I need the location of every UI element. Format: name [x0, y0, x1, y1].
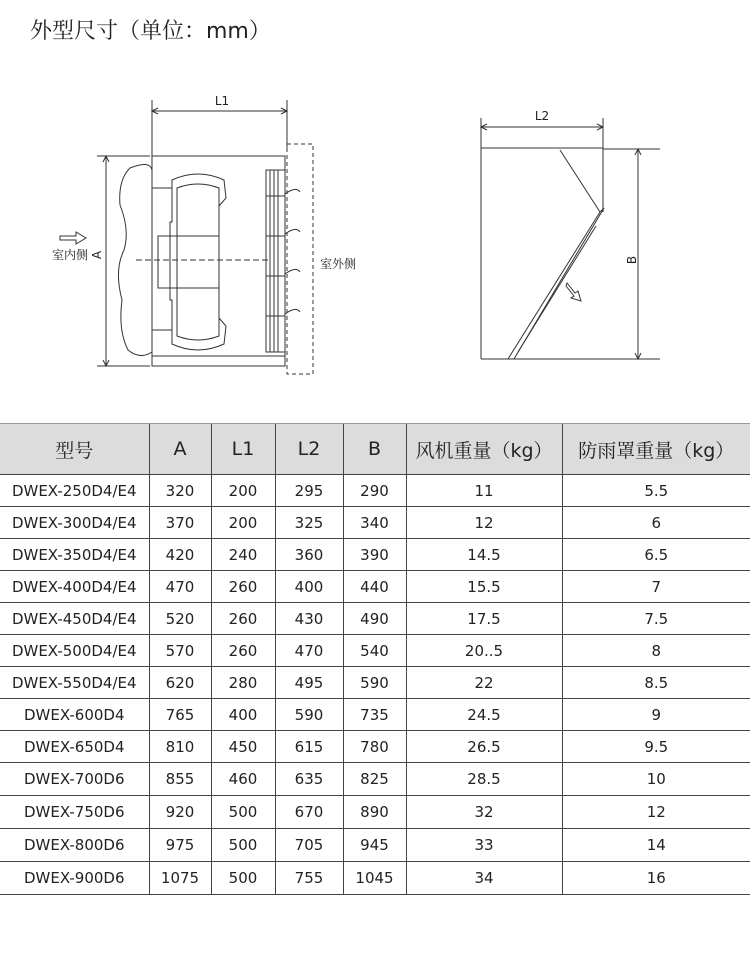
cell-fan-weight: 17.5 — [406, 603, 562, 635]
header-L2: L2 — [275, 424, 343, 475]
cell-B: 890 — [343, 796, 406, 829]
cell-model: DWEX-500D4/E4 — [0, 635, 149, 667]
cell-A: 975 — [149, 829, 211, 862]
cell-model: DWEX-350D4/E4 — [0, 539, 149, 571]
cell-L1: 460 — [211, 763, 275, 796]
cell-L1: 200 — [211, 507, 275, 539]
cell-A: 520 — [149, 603, 211, 635]
cell-fan-weight: 11 — [406, 475, 562, 507]
cell-hood-weight: 9 — [562, 699, 750, 731]
cell-B: 1045 — [343, 862, 406, 895]
cell-L2: 670 — [275, 796, 343, 829]
table-row — [0, 862, 750, 895]
header-hood-weight: 防雨罩重量（kg） — [562, 424, 750, 475]
cell-L2: 295 — [275, 475, 343, 507]
cell-L1: 260 — [211, 635, 275, 667]
cell-A: 370 — [149, 507, 211, 539]
table-row — [0, 731, 750, 763]
header-model: 型号 — [0, 424, 149, 475]
cell-L1: 500 — [211, 796, 275, 829]
cell-L1: 280 — [211, 667, 275, 699]
cell-A: 1075 — [149, 862, 211, 895]
cell-L1: 450 — [211, 731, 275, 763]
table-row — [0, 667, 750, 699]
cell-A: 765 — [149, 699, 211, 731]
table-header-row — [0, 424, 750, 475]
label-B: B — [625, 255, 639, 265]
cell-model: DWEX-800D6 — [0, 829, 149, 862]
cell-fan-weight: 14.5 — [406, 539, 562, 571]
cell-model: DWEX-300D4/E4 — [0, 507, 149, 539]
table-row — [0, 507, 750, 539]
cell-hood-weight: 8.5 — [562, 667, 750, 699]
cell-L1: 260 — [211, 603, 275, 635]
cell-B: 290 — [343, 475, 406, 507]
cell-B: 825 — [343, 763, 406, 796]
cell-L2: 400 — [275, 571, 343, 603]
cell-L2: 755 — [275, 862, 343, 895]
cell-L2: 470 — [275, 635, 343, 667]
spec-table — [0, 423, 750, 895]
cell-A: 470 — [149, 571, 211, 603]
rain-hood-side-view — [481, 118, 660, 359]
cell-model: DWEX-900D6 — [0, 862, 149, 895]
cell-L1: 200 — [211, 475, 275, 507]
cell-L1: 500 — [211, 829, 275, 862]
cell-fan-weight: 22 — [406, 667, 562, 699]
header-fan-weight: 风机重量（kg） — [406, 424, 562, 475]
cell-A: 920 — [149, 796, 211, 829]
cell-hood-weight: 6.5 — [562, 539, 750, 571]
page-title: 外型尺寸（单位：mm） — [30, 19, 271, 44]
cell-L2: 430 — [275, 603, 343, 635]
header-A: A — [149, 424, 211, 475]
cell-model: DWEX-550D4/E4 — [0, 667, 149, 699]
cell-B: 540 — [343, 635, 406, 667]
cell-A: 620 — [149, 667, 211, 699]
cell-B: 735 — [343, 699, 406, 731]
cell-B: 945 — [343, 829, 406, 862]
cell-B: 390 — [343, 539, 406, 571]
cell-fan-weight: 26.5 — [406, 731, 562, 763]
cell-fan-weight: 28.5 — [406, 763, 562, 796]
cell-A: 810 — [149, 731, 211, 763]
cell-hood-weight: 6 — [562, 507, 750, 539]
cell-B: 340 — [343, 507, 406, 539]
cell-fan-weight: 24.5 — [406, 699, 562, 731]
cell-hood-weight: 14 — [562, 829, 750, 862]
cell-hood-weight: 9.5 — [562, 731, 750, 763]
cell-L1: 500 — [211, 862, 275, 895]
cell-B: 780 — [343, 731, 406, 763]
table-row — [0, 539, 750, 571]
cell-A: 320 — [149, 475, 211, 507]
cell-L1: 400 — [211, 699, 275, 731]
label-L2: L2 — [534, 109, 550, 123]
cell-L2: 615 — [275, 731, 343, 763]
table-row — [0, 635, 750, 667]
cell-model: DWEX-650D4 — [0, 731, 149, 763]
fan-side-view — [60, 100, 313, 374]
cell-L2: 590 — [275, 699, 343, 731]
cell-L1: 240 — [211, 539, 275, 571]
table-row — [0, 763, 750, 796]
table-row — [0, 796, 750, 829]
cell-B: 590 — [343, 667, 406, 699]
cell-hood-weight: 5.5 — [562, 475, 750, 507]
cell-L2: 325 — [275, 507, 343, 539]
cell-L2: 360 — [275, 539, 343, 571]
cell-fan-weight: 34 — [406, 862, 562, 895]
cell-L2: 495 — [275, 667, 343, 699]
cell-A: 420 — [149, 539, 211, 571]
cell-hood-weight: 7.5 — [562, 603, 750, 635]
label-A: A — [90, 250, 104, 260]
cell-hood-weight: 10 — [562, 763, 750, 796]
header-L1: L1 — [211, 424, 275, 475]
table-row — [0, 699, 750, 731]
cell-L2: 705 — [275, 829, 343, 862]
cell-model: DWEX-450D4/E4 — [0, 603, 149, 635]
cell-A: 855 — [149, 763, 211, 796]
cell-model: DWEX-600D4 — [0, 699, 149, 731]
label-outdoor-side: 室外侧 — [320, 257, 357, 271]
label-indoor-side: 室内侧 — [51, 248, 89, 262]
cell-hood-weight: 12 — [562, 796, 750, 829]
cell-model: DWEX-250D4/E4 — [0, 475, 149, 507]
cell-model: DWEX-750D6 — [0, 796, 149, 829]
table-row — [0, 571, 750, 603]
cell-fan-weight: 32 — [406, 796, 562, 829]
cell-fan-weight: 12 — [406, 507, 562, 539]
cell-model: DWEX-700D6 — [0, 763, 149, 796]
cell-L2: 635 — [275, 763, 343, 796]
table-row — [0, 475, 750, 507]
cell-B: 490 — [343, 603, 406, 635]
cell-B: 440 — [343, 571, 406, 603]
cell-hood-weight: 7 — [562, 571, 750, 603]
table-row — [0, 603, 750, 635]
cell-fan-weight: 33 — [406, 829, 562, 862]
cell-fan-weight: 15.5 — [406, 571, 562, 603]
cell-hood-weight: 16 — [562, 862, 750, 895]
cell-L1: 260 — [211, 571, 275, 603]
dimension-diagram — [0, 0, 750, 420]
header-B: B — [343, 424, 406, 475]
cell-hood-weight: 8 — [562, 635, 750, 667]
label-L1: L1 — [214, 94, 230, 108]
cell-A: 570 — [149, 635, 211, 667]
table-row — [0, 829, 750, 862]
cell-fan-weight: 20..5 — [406, 635, 562, 667]
cell-model: DWEX-400D4/E4 — [0, 571, 149, 603]
